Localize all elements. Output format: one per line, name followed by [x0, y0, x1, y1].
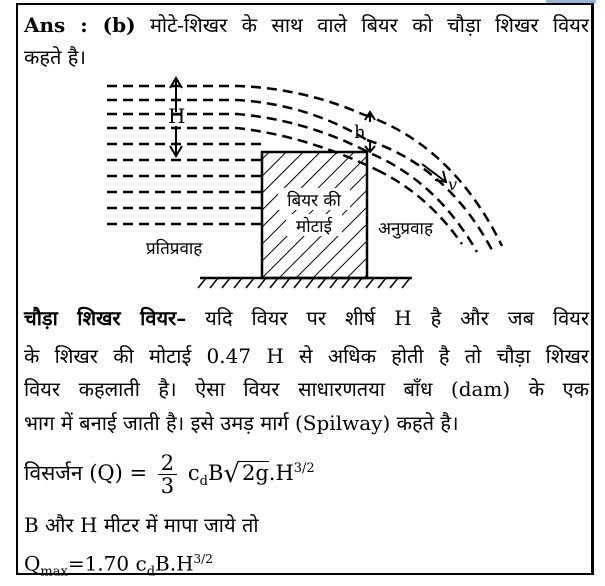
formula-fraction	[158, 452, 177, 497]
qmax-c-sub: d	[146, 564, 156, 580]
label-H: H	[168, 104, 186, 128]
downstream-label: अनुप्रवाह	[378, 219, 433, 239]
formula-H: .H	[268, 461, 294, 485]
definition-line-1	[24, 305, 589, 331]
qmax-exp: 3/2	[193, 552, 213, 566]
definition-term: चौड़ा शिखर वियर–	[24, 306, 187, 330]
qmax-rest: =1.70 c	[67, 551, 147, 576]
weir-label-1: बियर की	[287, 191, 341, 211]
qmax-formula	[24, 546, 213, 586]
formula-denominator: 3	[160, 474, 175, 498]
formula-H-exp: 3/2	[293, 461, 315, 476]
formula-c: c	[187, 461, 200, 485]
ground-hatching	[198, 278, 410, 288]
answer-label: Ans : (b)	[24, 13, 136, 37]
definition-line-4: भाग में बनाई जाती है। इसे उमड़ मार्ग (Spilway) कहते है।	[24, 411, 459, 435]
definition-line-2: के शिखर की मोटाई 0.47 H से अधिक होती है तो चौड़ा शिखर	[24, 344, 589, 368]
label-h: h	[354, 122, 366, 143]
discharge-formula	[24, 452, 315, 497]
answer-line-2: कहते है।	[24, 45, 86, 69]
sqrt-icon: √	[223, 459, 240, 489]
velocity-arrow	[422, 164, 446, 182]
label-v: v	[448, 175, 458, 194]
qmax-Q: Q	[24, 551, 41, 576]
formula-B: B	[207, 461, 224, 485]
qmax-sub: max	[40, 564, 68, 580]
broad-crested-weir-diagram	[92, 74, 522, 302]
answer-line-1	[24, 12, 589, 38]
formula-sqrt: 2g	[241, 461, 269, 485]
weir-label-2: मोटाई	[296, 217, 332, 237]
head-h-arrow	[365, 112, 375, 152]
formula-numerator: 2	[158, 452, 177, 475]
upstream-label: प्रतिप्रवाह	[146, 239, 203, 259]
measurement-note: B और H मीटर में मापा जाये तो	[24, 513, 259, 537]
definition-text-1: यदि वियर पर शीर्ष H है और जब वियर	[205, 306, 590, 330]
definition-line-3: वियर कहलाती है। ऐसा वियर साधारणतया बाँध (dam) के एक	[24, 377, 589, 401]
formula-c-sub: d	[199, 474, 208, 490]
qmax-BH: B.H	[155, 551, 194, 576]
answer-text-1: मोटे-शिखर के साथ वाले बियर को चौड़ा शिखर वियर	[149, 13, 590, 37]
formula-lhs: विसर्जन (Q) =	[24, 461, 148, 485]
